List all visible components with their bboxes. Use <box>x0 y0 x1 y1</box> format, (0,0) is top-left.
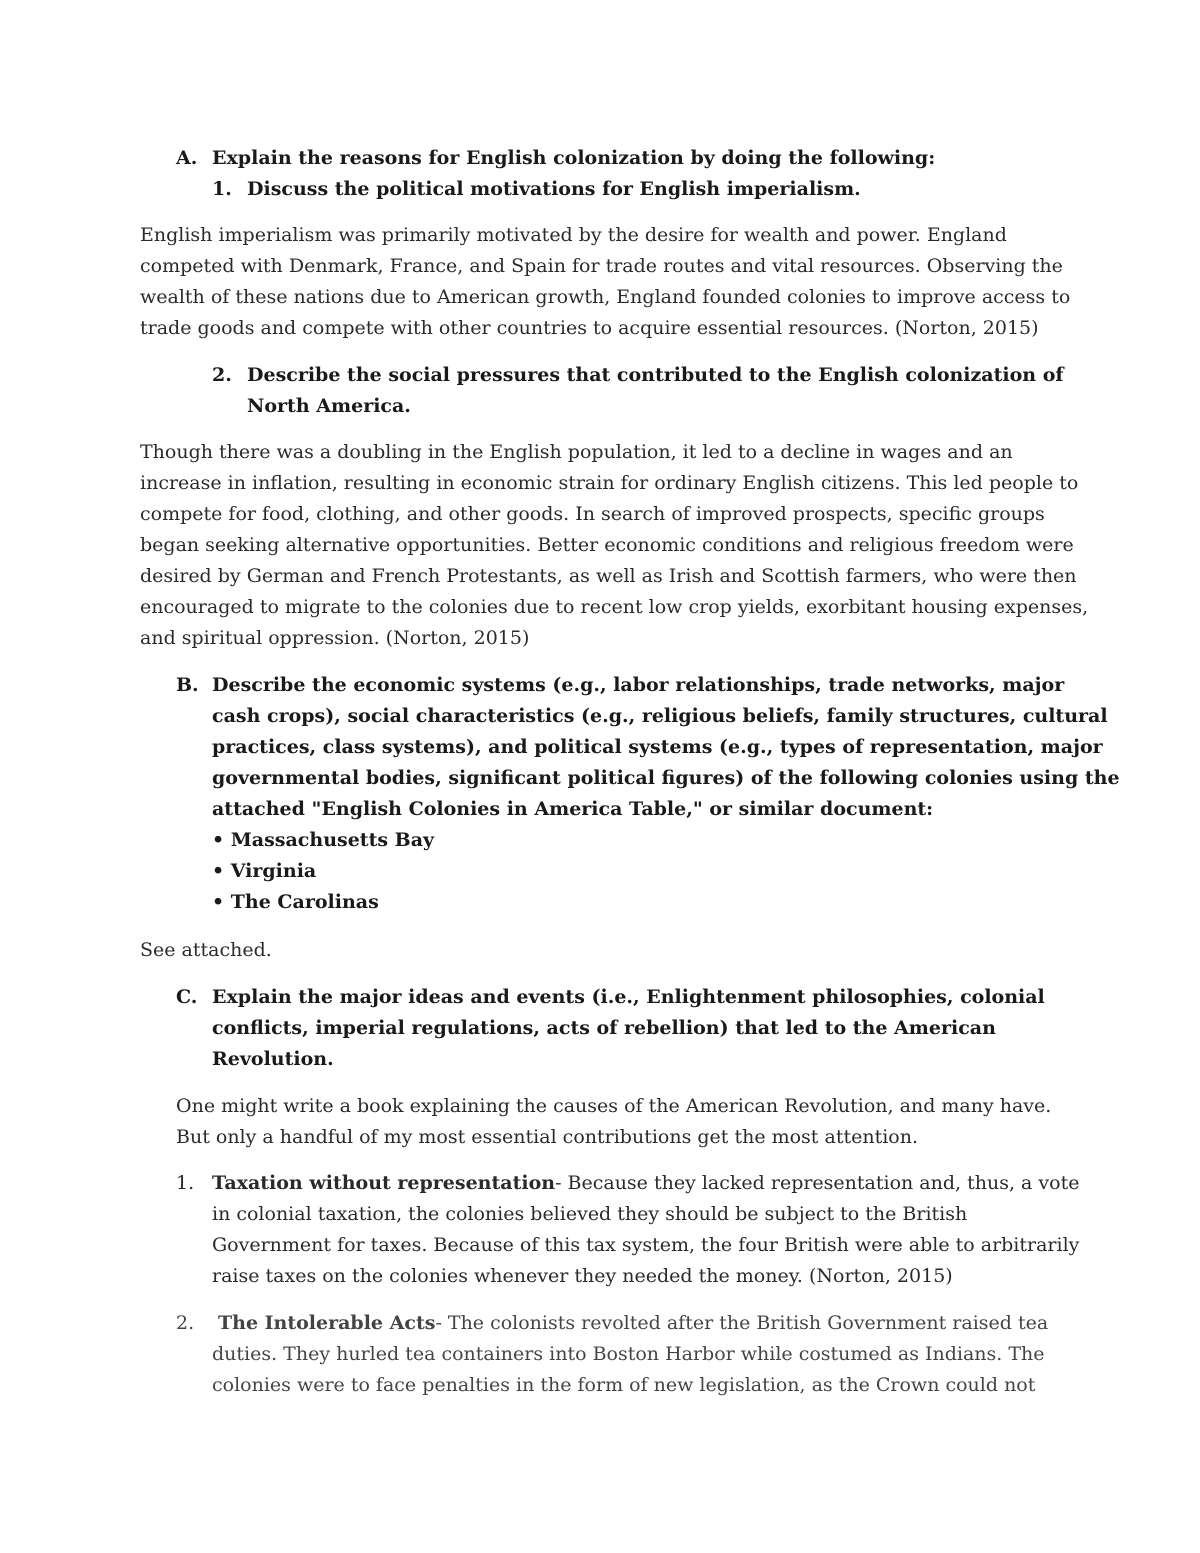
heading-line: attached "English Colonies in America Table," or similar document: <box>212 798 934 820</box>
heading-line: conflicts, imperial regulations, acts of rebellion) that led to the American <box>212 1017 996 1039</box>
paragraph-line: raise taxes on the colonies whenever they needed the money. (Norton, 2015) <box>212 1265 953 1287</box>
cause-item-continuation <box>212 1339 1045 1401</box>
paragraph-line: trade goods and compete with other countries to acquire essential resources. (Norton, 2015) <box>140 317 1039 339</box>
section-b-answer: See attached. <box>140 939 272 961</box>
cause-item-title: The Intolerable Acts <box>218 1312 436 1334</box>
paragraph-line: increase in inflation, resulting in economic strain for ordinary English citizens. This led people to <box>140 472 1079 494</box>
cause-item-taxation <box>176 1168 1080 1292</box>
paragraph-line: But only a handful of my most essential contributions get the most attention. <box>176 1126 918 1148</box>
heading-line: practices, class systems), and political systems (e.g., types of representation, major <box>212 736 1103 758</box>
paragraph-line: desired by German and French Protestants, as well as Irish and Scottish farmers, who were then <box>140 565 1077 587</box>
section-c-intro <box>176 1091 1076 1153</box>
item-2-heading <box>212 360 1072 422</box>
heading-line: Explain the major ideas and events (i.e., Enlightenment philosophies, colonial <box>212 986 1045 1008</box>
paragraph-political-motivations <box>140 220 1080 344</box>
cause-item-marker: 1. <box>176 1172 195 1194</box>
heading-line: Revolution. <box>212 1048 334 1070</box>
colony-bullet: • The Carolinas <box>212 891 379 913</box>
section-c-marker: C. <box>176 986 198 1008</box>
paragraph-line: Government for taxes. Because of this tax system, the four British were able to arbitrarily <box>212 1234 1080 1256</box>
cause-item-marker: 2. <box>176 1312 195 1334</box>
paragraph-line: began seeking alternative opportunities. Better economic conditions and religious freedom were <box>140 534 1074 556</box>
section-b-heading-text <box>212 670 1120 918</box>
cause-item-first-rest: - The colonists revolted after the British Government raised tea <box>435 1312 1049 1334</box>
section-b-heading <box>176 670 1120 920</box>
paragraph-social-pressures <box>140 437 1089 654</box>
paragraph-line: English imperialism was primarily motivated by the desire for wealth and power. England <box>140 224 1007 246</box>
section-a-heading-text: Explain the reasons for English colonization by doing the following: <box>212 147 936 169</box>
paragraph-line: colonies were to face penalties in the form of new legislation, as the Crown could not <box>212 1374 1036 1396</box>
item-1-heading-text: Discuss the political motivations for English imperialism. <box>247 178 861 200</box>
item-2-marker: 2. <box>212 364 232 386</box>
heading-line: governmental bodies, significant political figures) of the following colonies using the <box>212 767 1120 789</box>
cause-item-title: Taxation without representation <box>212 1172 556 1194</box>
cause-item-intolerable-acts <box>176 1308 1076 1401</box>
cause-item-first-line <box>218 1308 1048 1339</box>
cause-item-first-rest: - Because they lacked representation and, thus, a vote <box>555 1172 1080 1194</box>
cause-item-text <box>212 1168 1079 1292</box>
cause-item-text <box>218 1308 1048 1339</box>
heading-line: North America. <box>247 395 411 417</box>
paragraph-line: wealth of these nations due to American growth, England founded colonies to improve access to <box>140 286 1071 308</box>
paragraph-line: and spiritual oppression. (Norton, 2015) <box>140 627 530 649</box>
paragraph-line: compete for food, clothing, and other goods. In search of improved prospects, specific groups <box>140 503 1045 525</box>
section-c-heading <box>176 982 1076 1075</box>
heading-line: Describe the economic systems (e.g., labor relationships, trade networks, major <box>212 674 1065 696</box>
paragraph-line: encouraged to migrate to the colonies due to recent low crop yields, exorbitant housing expenses, <box>140 596 1089 618</box>
colony-bullet: • Massachusetts Bay <box>212 829 435 851</box>
paragraph-line: duties. They hurled tea containers into Boston Harbor while costumed as Indians. The <box>212 1343 1045 1365</box>
item-2-heading-text <box>247 360 1064 422</box>
cause-item-first-line <box>212 1168 1079 1199</box>
item-1-marker: 1. <box>212 178 232 200</box>
colony-bullet: • Virginia <box>212 860 317 882</box>
paragraph-line: One might write a book explaining the causes of the American Revolution, and many have. <box>176 1095 1052 1117</box>
paragraph-line: Though there was a doubling in the English population, it led to a decline in wages and an <box>140 441 1013 463</box>
section-c-heading-text <box>212 982 1045 1075</box>
paragraph-line: competed with Denmark, France, and Spain for trade routes and vital resources. Observing the <box>140 255 1063 277</box>
paragraph-line: in colonial taxation, the colonies believed they should be subject to the British <box>212 1203 968 1225</box>
section-a-marker: A. <box>176 147 198 169</box>
heading-line: cash crops), social characteristics (e.g., religious beliefs, family structures, cultural <box>212 705 1108 727</box>
heading-line: Describe the social pressures that contributed to the English colonization of <box>247 364 1064 386</box>
section-b-marker: B. <box>176 674 199 696</box>
